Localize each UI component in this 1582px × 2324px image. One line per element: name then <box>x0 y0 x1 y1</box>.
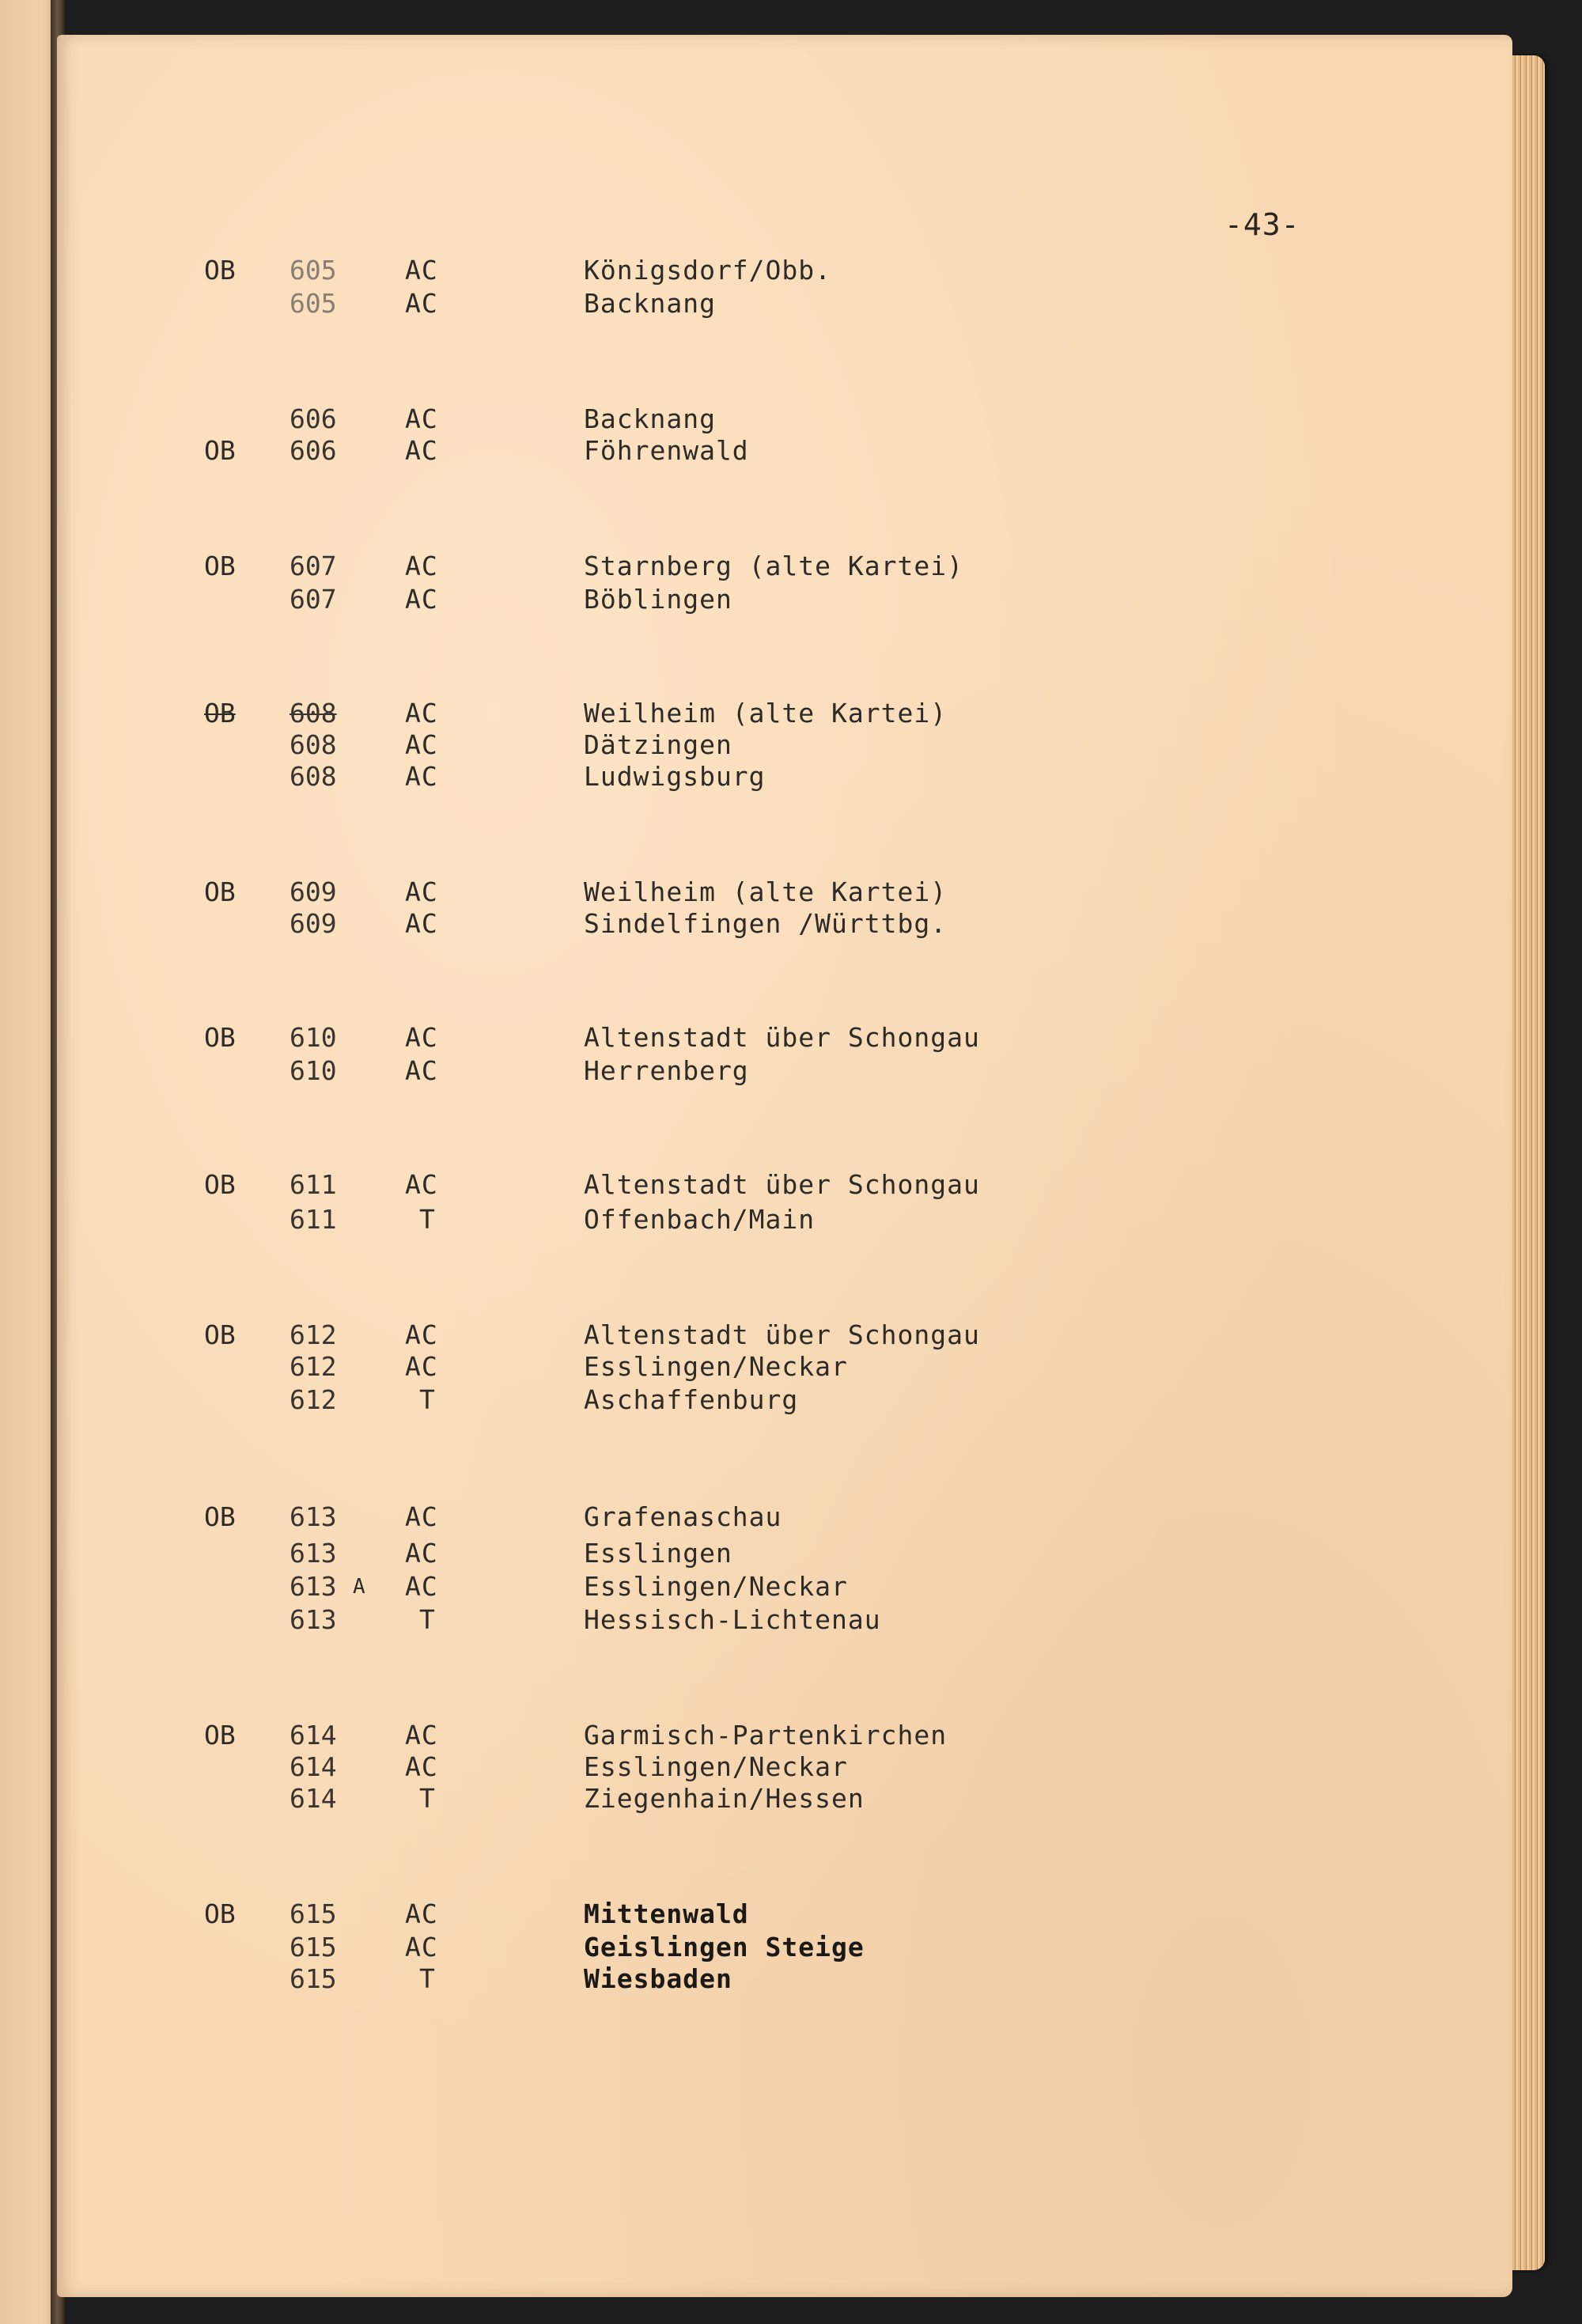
code: AC <box>405 403 438 434</box>
place: Altenstadt über Schongau <box>584 1319 980 1350</box>
entry-number: 606 <box>290 435 337 466</box>
place: Esslingen/Neckar <box>584 1351 848 1382</box>
register-row <box>0 1897 1582 1932</box>
register-row <box>0 253 1582 288</box>
prefix: OB <box>204 1501 236 1532</box>
register-row <box>0 1020 1582 1055</box>
place: Weilheim (alte Kartei) <box>584 876 948 907</box>
entry-number: 613 <box>290 1501 337 1532</box>
entry-number: 612 <box>290 1351 337 1382</box>
place: Esslingen/Neckar <box>584 1571 848 1602</box>
place: Altenstadt über Schongau <box>584 1169 980 1200</box>
place: Ziegenhain/Hessen <box>584 1783 865 1814</box>
code: AC <box>405 288 438 319</box>
register-row <box>0 402 1582 437</box>
entry-number: 612 <box>290 1384 337 1415</box>
entry-number: 611 <box>290 1204 337 1235</box>
page-number: -43- <box>1224 207 1300 242</box>
code: T <box>419 1604 436 1635</box>
place: Backnang <box>584 288 716 319</box>
place: Föhrenwald <box>584 435 749 466</box>
register-row <box>0 696 1582 731</box>
code: AC <box>405 761 438 792</box>
place: Starnberg (alte Kartei) <box>584 551 963 581</box>
place: Dätzingen <box>584 729 732 760</box>
annotation-mark: A <box>353 1575 365 1599</box>
entry-number: 615 <box>290 1898 337 1929</box>
prefix: OB <box>204 698 236 729</box>
entry-number: 605 <box>290 255 337 286</box>
register-row <box>0 286 1582 321</box>
register-row <box>0 759 1582 794</box>
entry-number: 614 <box>290 1720 337 1751</box>
code: AC <box>405 1538 438 1569</box>
place: Grafenaschau <box>584 1501 782 1532</box>
place: Weilheim (alte Kartei) <box>584 698 948 729</box>
code: AC <box>405 435 438 466</box>
code: AC <box>405 698 438 729</box>
entry-number: 608 <box>290 729 337 760</box>
entry-number: 615 <box>290 1963 337 1994</box>
place: Offenbach/Main <box>584 1204 816 1235</box>
code: AC <box>405 551 438 581</box>
register-row <box>0 1500 1582 1535</box>
entry-number: 613 <box>290 1571 337 1602</box>
entry-number: 608 <box>290 698 337 729</box>
place: Ludwigsburg <box>584 761 766 792</box>
place: Backnang <box>584 403 716 434</box>
register-row <box>0 1349 1582 1384</box>
prefix: OB <box>204 876 236 907</box>
entry-number: 607 <box>290 551 337 581</box>
register-row <box>0 907 1582 941</box>
entry-number: 613 <box>290 1538 337 1569</box>
code: AC <box>405 1169 438 1200</box>
entry-number: 609 <box>290 908 337 939</box>
register-row <box>0 1569 1582 1604</box>
register-row <box>0 1962 1582 1997</box>
entry-number: 606 <box>290 403 337 434</box>
place: Herrenberg <box>584 1055 749 1086</box>
entry-number: 610 <box>290 1022 337 1053</box>
entry-number: 609 <box>290 876 337 907</box>
register-row <box>0 1318 1582 1353</box>
register-row <box>0 1168 1582 1202</box>
code: AC <box>405 1319 438 1350</box>
prefix: OB <box>204 1319 236 1350</box>
code: AC <box>405 1751 438 1782</box>
register-row <box>0 433 1582 468</box>
code: AC <box>405 908 438 939</box>
entry-number: 610 <box>290 1055 337 1086</box>
prefix: OB <box>204 1022 236 1053</box>
code: AC <box>405 1022 438 1053</box>
place: Sindelfingen /Württbg. <box>584 908 948 939</box>
register-row <box>0 1781 1582 1816</box>
prefix: OB <box>204 1720 236 1751</box>
code: T <box>419 1384 436 1415</box>
code: AC <box>405 1720 438 1751</box>
code: AC <box>405 876 438 907</box>
place: Hessisch-Lichtenau <box>584 1604 881 1635</box>
entry-number: 614 <box>290 1751 337 1782</box>
code: AC <box>405 1571 438 1602</box>
prefix: OB <box>204 551 236 581</box>
place: Geislingen Steige <box>584 1932 865 1963</box>
place: Böblingen <box>584 584 732 615</box>
register-row <box>0 875 1582 910</box>
code: T <box>419 1963 436 1994</box>
code: AC <box>405 584 438 615</box>
code: AC <box>405 729 438 760</box>
register-row <box>0 1750 1582 1785</box>
place: Königsdorf/Obb. <box>584 255 832 286</box>
prefix: OB <box>204 255 236 286</box>
register-row <box>0 1054 1582 1088</box>
register-row <box>0 1536 1582 1571</box>
register-row <box>0 1202 1582 1237</box>
register-row <box>0 582 1582 617</box>
entry-number: 608 <box>290 761 337 792</box>
place: Mittenwald <box>584 1898 749 1929</box>
place: Garmisch-Partenkirchen <box>584 1720 948 1751</box>
entry-number: 614 <box>290 1783 337 1814</box>
entry-number: 607 <box>290 584 337 615</box>
place: Esslingen/Neckar <box>584 1751 848 1782</box>
code: AC <box>405 1932 438 1963</box>
entry-number: 605 <box>290 288 337 319</box>
code: AC <box>405 1055 438 1086</box>
place: Aschaffenburg <box>584 1384 799 1415</box>
register-row <box>0 1718 1582 1753</box>
code: T <box>419 1783 436 1814</box>
entry-number: 615 <box>290 1932 337 1963</box>
code: AC <box>405 1501 438 1532</box>
place: Wiesbaden <box>584 1963 732 1994</box>
register-row <box>0 728 1582 763</box>
prefix: OB <box>204 1169 236 1200</box>
prefix: OB <box>204 435 236 466</box>
entry-number: 611 <box>290 1169 337 1200</box>
register-row <box>0 549 1582 584</box>
entry-number: 613 <box>290 1604 337 1635</box>
code: T <box>419 1204 436 1235</box>
code: AC <box>405 255 438 286</box>
code: AC <box>405 1898 438 1929</box>
register-row <box>0 1383 1582 1417</box>
register-row <box>0 1603 1582 1637</box>
place: Altenstadt über Schongau <box>584 1022 980 1053</box>
code: AC <box>405 1351 438 1382</box>
entry-number: 612 <box>290 1319 337 1350</box>
place: Esslingen <box>584 1538 732 1569</box>
register-row <box>0 1930 1582 1965</box>
prefix: OB <box>204 1898 236 1929</box>
